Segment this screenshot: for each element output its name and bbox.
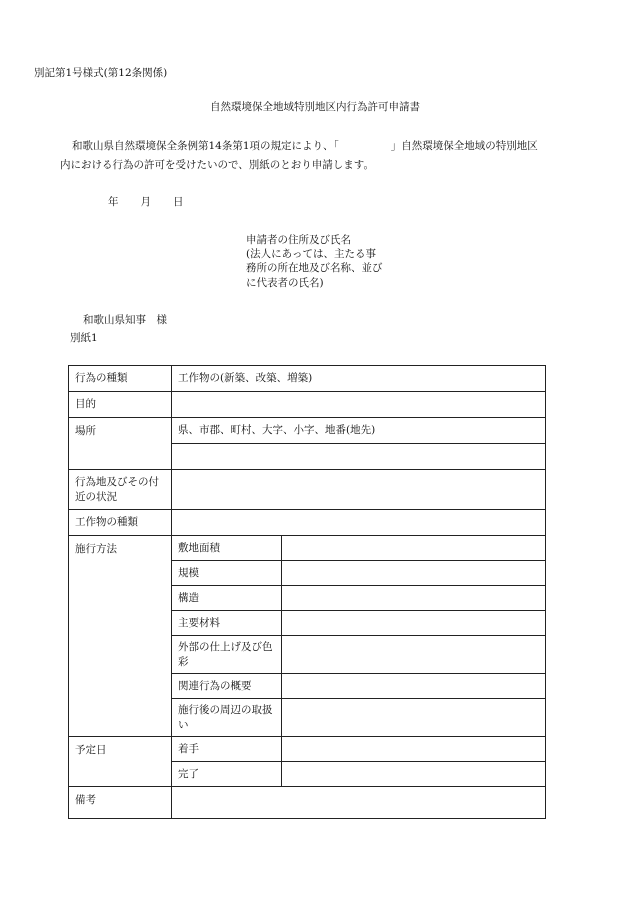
method-item-materials: 主要材料 xyxy=(172,611,282,636)
document-title: 自然環境保全地域特別地区内行為許可申請書 xyxy=(210,101,420,113)
attachment-label: 別紙1 xyxy=(70,332,98,344)
table-row xyxy=(69,787,546,819)
method-value xyxy=(282,611,546,636)
method-item-site-area: 敷地面積 xyxy=(172,536,282,561)
form-reference: 別記第1号様式(第12条関係) xyxy=(34,67,168,79)
method-value xyxy=(282,636,546,674)
method-item-scale: 規模 xyxy=(172,561,282,586)
application-date xyxy=(108,196,206,209)
method-item-structure: 構造 xyxy=(172,586,282,611)
act-type-value: 工作物の(新築、改築、増築) xyxy=(172,366,546,392)
schedule-value xyxy=(282,762,546,787)
remarks-label: 備考 xyxy=(69,787,172,819)
method-value xyxy=(282,561,546,586)
method-item-exterior: 外部の仕上げ及び色彩 xyxy=(172,636,282,674)
site-condition-value xyxy=(172,470,546,510)
schedule-end-label: 完了 xyxy=(172,762,282,787)
location-label: 場所 xyxy=(69,418,172,470)
date-year: 年 xyxy=(108,196,119,208)
method-value xyxy=(282,674,546,699)
statement-text-end: 」自然環境保全地域の特別地区 xyxy=(390,140,538,152)
applicant-note-line: に代表者の氏名) xyxy=(246,276,324,289)
purpose-value xyxy=(172,392,546,418)
statement-text-start: 和歌山県自然環境保全条例第14条第1項の規定により、「 xyxy=(72,140,339,152)
applicant-note-line: 務所の所在地及び名称、並び xyxy=(246,262,383,275)
applicant-block xyxy=(246,233,416,290)
location-value-extra xyxy=(172,444,546,470)
date-day: 日 xyxy=(173,196,184,208)
site-condition-label: 行為地及びその付近の状況 xyxy=(69,470,172,510)
addressee: 和歌山県知事 様 xyxy=(83,314,167,326)
table-row xyxy=(69,737,546,762)
applicant-note-line: (法人にあっては、主たる事 xyxy=(246,248,376,261)
act-type-label: 行為の種類 xyxy=(69,366,172,392)
purpose-label: 目的 xyxy=(69,392,172,418)
location-value: 県、市郡、町村、大字、小字、地番(地先) xyxy=(172,418,546,444)
table-row xyxy=(69,470,546,510)
method-value xyxy=(282,536,546,561)
statement-line-1 xyxy=(72,140,538,153)
method-item-after-care: 施行後の周辺の取扱い xyxy=(172,699,282,737)
table-row xyxy=(69,510,546,536)
table-row xyxy=(69,366,546,392)
application-detail-table xyxy=(68,365,546,819)
structure-type-label: 工作物の種類 xyxy=(69,510,172,536)
structure-type-value xyxy=(172,510,546,536)
method-value xyxy=(282,699,546,737)
schedule-label: 予定日 xyxy=(69,737,172,787)
schedule-start-label: 着手 xyxy=(172,737,282,762)
table-row xyxy=(69,392,546,418)
table-row xyxy=(69,418,546,444)
method-value xyxy=(282,586,546,611)
remarks-value xyxy=(172,787,546,819)
method-item-related-acts: 関連行為の概要 xyxy=(172,674,282,699)
statement-line-2: 内における行為の許可を受けたいので、別紙のとおり申請します。 xyxy=(60,159,374,171)
schedule-value xyxy=(282,737,546,762)
method-label: 施行方法 xyxy=(69,536,172,737)
applicant-heading: 申請者の住所及び氏名 xyxy=(246,234,351,246)
table-row xyxy=(69,536,546,561)
date-month: 月 xyxy=(140,196,151,208)
